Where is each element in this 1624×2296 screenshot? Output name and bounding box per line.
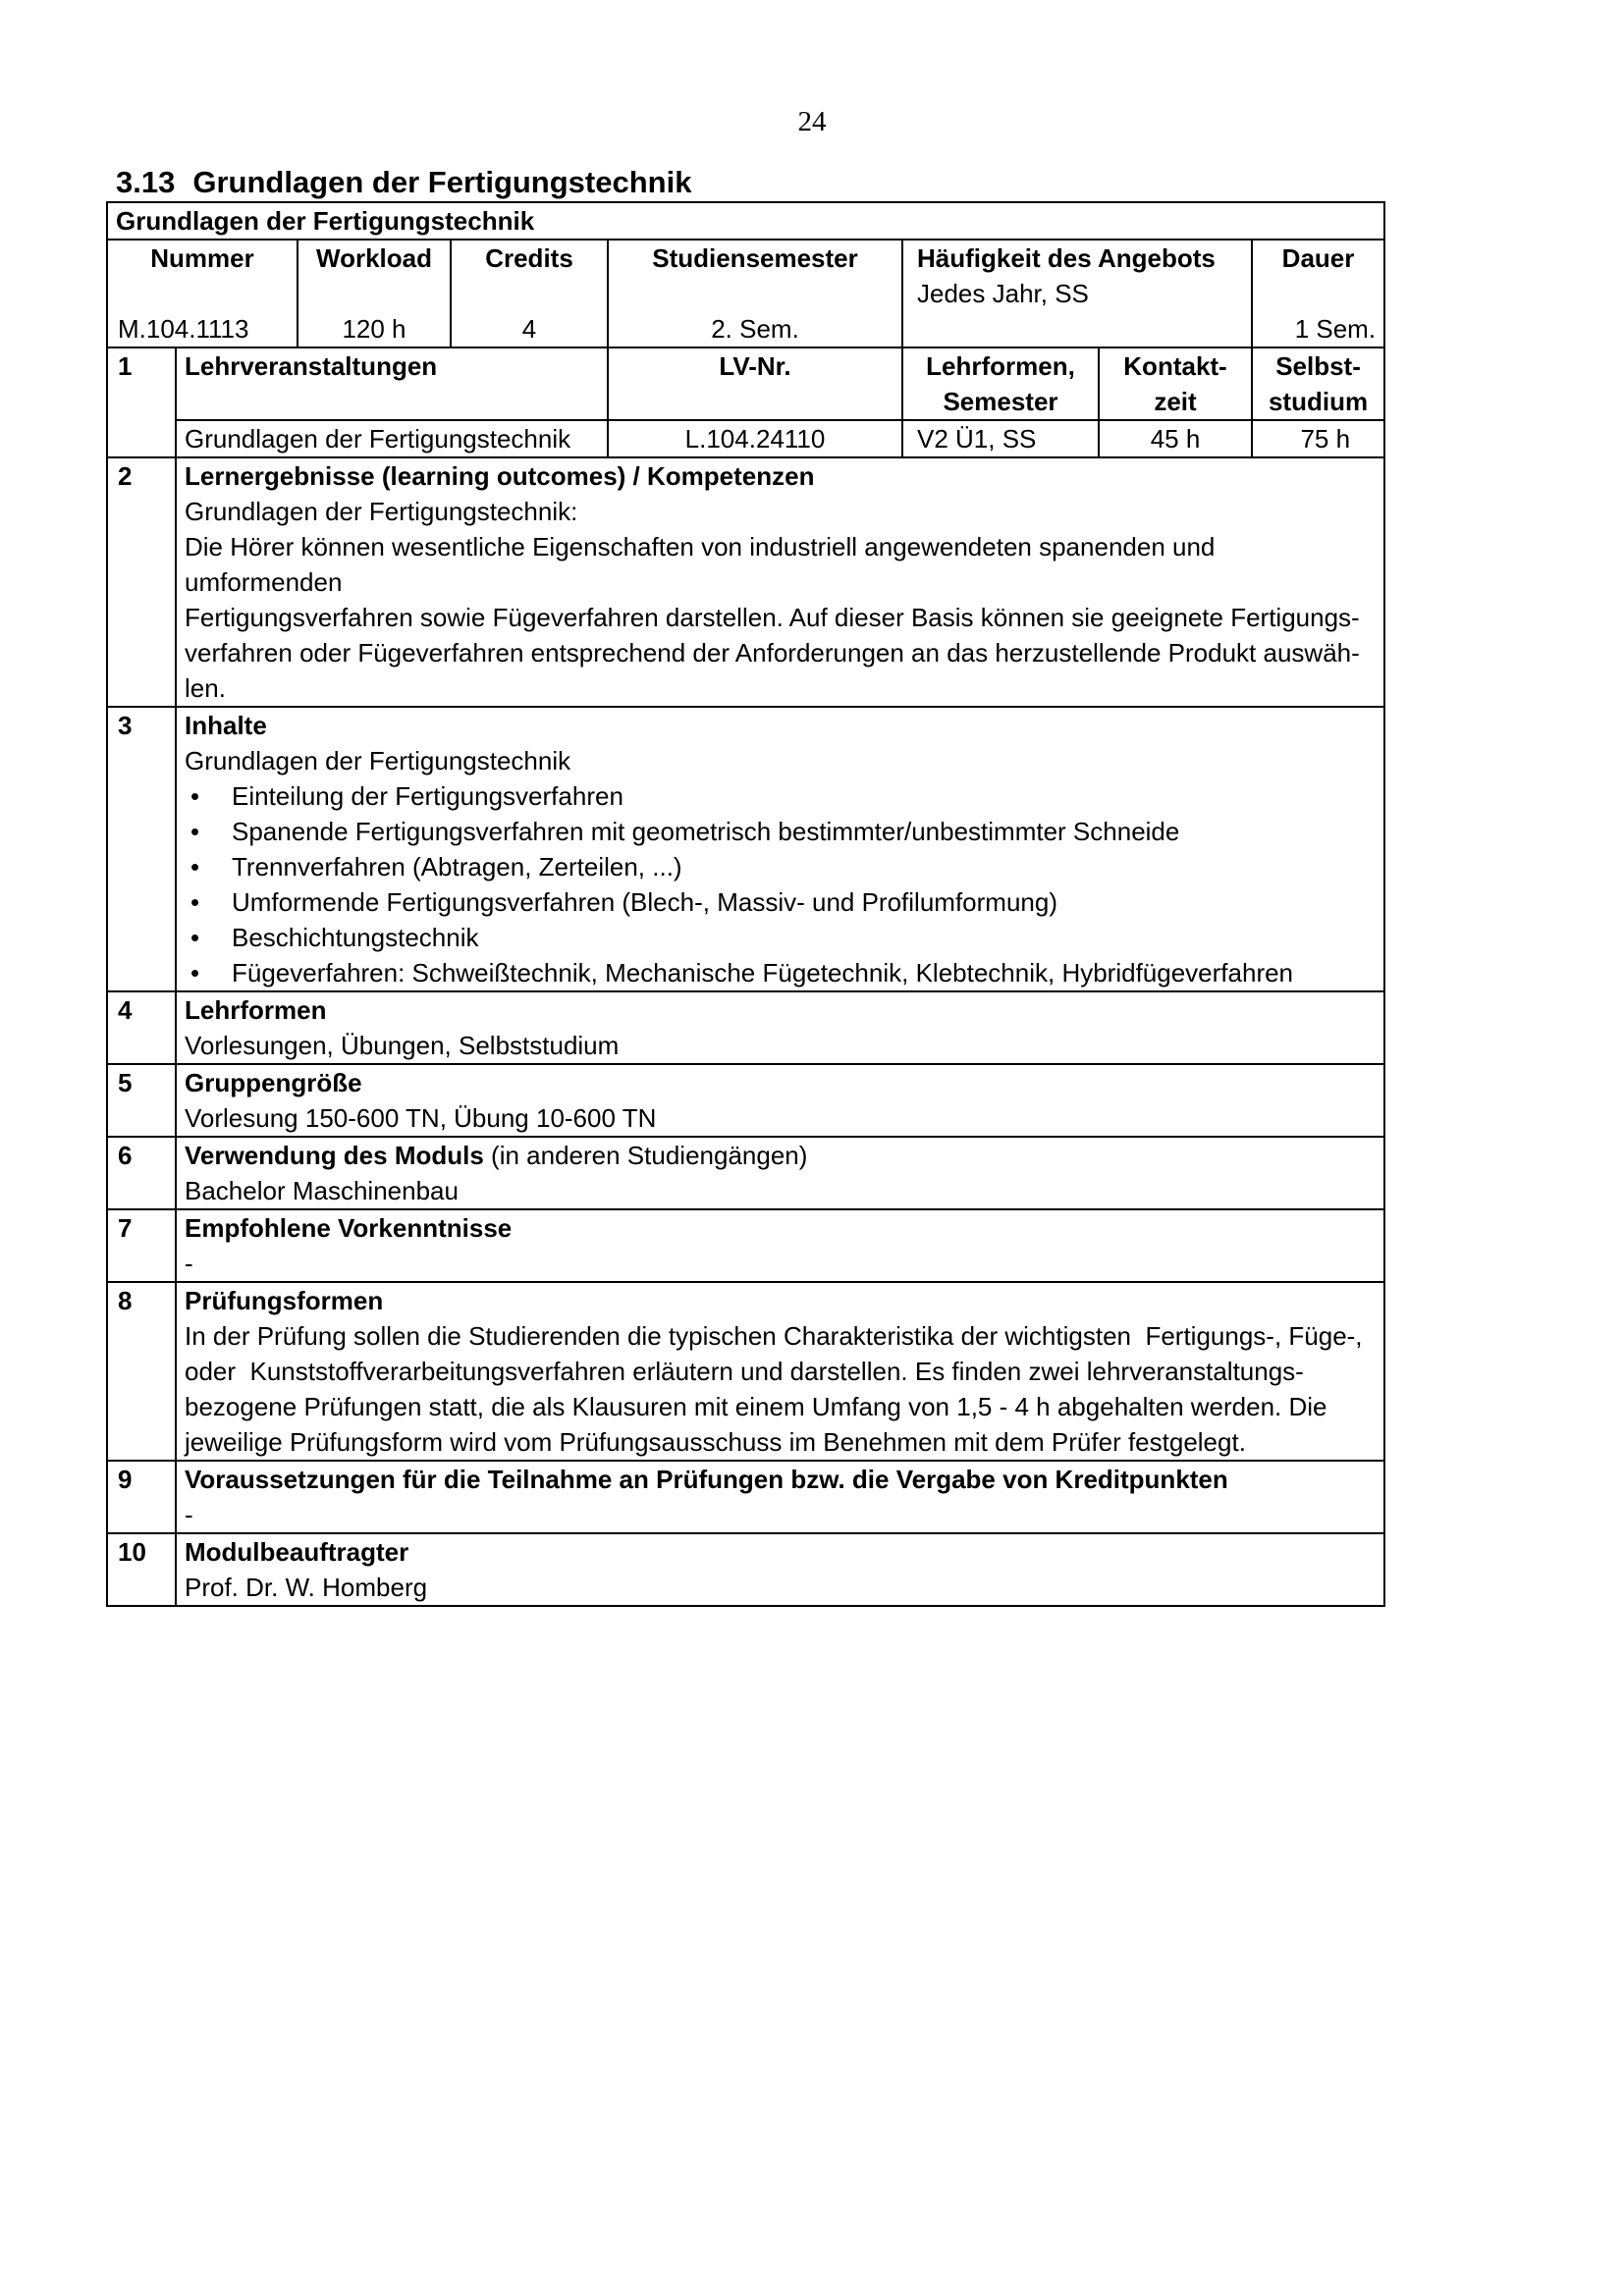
pruefungsformen-line: bezogene Prüfungen statt, die als Klausuren mit einem Umfang von 1,5 - 4 h abgehalten werden. Die — [185, 1392, 1327, 1421]
row-6 — [107, 1137, 1384, 1209]
lernergebnisse-line: Die Hörer können wesentliche Eigenschaften von industriell angewendeten spanenden und umformenden — [185, 532, 1216, 597]
workload-label: Workload — [298, 240, 451, 311]
list-item-text: Einteilung der Fertigungsverfahren — [232, 781, 623, 811]
row-6-content — [176, 1137, 1384, 1209]
bullet-icon: • — [190, 852, 200, 881]
row-3-content — [176, 707, 1384, 991]
bullet-icon: • — [190, 817, 200, 846]
row-8 — [107, 1282, 1384, 1461]
haeufigkeit-cell — [902, 240, 1252, 311]
row-7-number: 7 — [107, 1209, 176, 1282]
module-header-labels — [107, 240, 1384, 311]
section-title — [116, 165, 691, 200]
studiensemester-label: Studiensemester — [608, 240, 902, 311]
pruefungsformen-line: oder Kunststoffverarbeitungsverfahren erläutern und darstellen. Es finden zwei lehrveranstaltungs- — [185, 1357, 1304, 1386]
haeufigkeit-label: Häufigkeit des Angebots — [917, 243, 1216, 273]
list-item-text: Umformende Fertigungsverfahren (Blech-, Massiv- und Profilumformung) — [232, 887, 1057, 917]
row-10-number: 10 — [107, 1533, 176, 1606]
lernergebnisse-line: Fertigungsverfahren sowie Fügeverfahren darstellen. Auf dieser Basis können sie geeignete Fertigungs- — [185, 603, 1360, 632]
selbststudium-value: 75 h — [1252, 420, 1384, 457]
row-3-number: 3 — [107, 707, 176, 991]
row-1-values — [107, 420, 1384, 457]
voraussetzungen-heading: Voraussetzungen für die Teilnahme an Prüfungen bzw. die Vergabe von Kreditpunkten — [185, 1465, 1228, 1494]
list-item — [185, 884, 1376, 920]
verwendung-heading-line — [185, 1138, 1376, 1173]
inhalte-heading: Inhalte — [185, 711, 267, 740]
kontaktzeit-label-line2: zeit — [1154, 387, 1197, 416]
row-7-content — [176, 1209, 1384, 1282]
selbststudium-label-line2: studium — [1268, 387, 1369, 416]
row-10 — [107, 1533, 1384, 1606]
lehrveranstaltung-value: Grundlagen der Fertigungstechnik — [176, 420, 608, 457]
lehrformen-label-line2: Semester — [943, 387, 1058, 416]
row-4-number: 4 — [107, 991, 176, 1064]
list-item-text: Fügeverfahren: Schweißtechnik, Mechanische Fügetechnik, Klebtechnik, Hybridfügeverfahren — [232, 958, 1294, 988]
list-item-text: Spanende Fertigungsverfahren mit geometrisch bestimmter/unbestimmter Schneide — [232, 817, 1180, 846]
gruppengroesse-text: Vorlesung 150-600 TN, Übung 10-600 TN — [185, 1103, 657, 1133]
lehrformen-text: Vorlesungen, Übungen, Selbststudium — [185, 1031, 620, 1060]
inhalte-subheading: Grundlagen der Fertigungstechnik — [185, 746, 571, 775]
row-8-content — [176, 1282, 1384, 1461]
bullet-icon: • — [190, 958, 200, 988]
row-8-number: 8 — [107, 1282, 176, 1461]
verwendung-heading-suffix: (in anderen Studiengängen) — [483, 1141, 808, 1170]
row-5-content — [176, 1064, 1384, 1137]
verwendung-text: Bachelor Maschinenbau — [185, 1176, 459, 1205]
bullet-icon: • — [190, 923, 200, 952]
kontaktzeit-label-line1: Kontakt- — [1123, 351, 1227, 381]
row-1-number: 1 — [107, 347, 176, 457]
module-title-row — [107, 202, 1384, 240]
list-item — [185, 849, 1376, 884]
pruefungsformen-line: jeweilige Prüfungsform wird vom Prüfungsausschuss im Benehmen mit dem Prüfer festgelegt. — [185, 1427, 1246, 1457]
lernergebnisse-subheading: Grundlagen der Fertigungstechnik: — [185, 497, 578, 526]
vorkenntnisse-heading: Empfohlene Vorkenntnisse — [185, 1213, 513, 1243]
list-item — [185, 920, 1376, 955]
nummer-value: M.104.1113 — [107, 311, 298, 347]
row-9-number: 9 — [107, 1461, 176, 1533]
module-title: Grundlagen der Fertigungstechnik — [107, 202, 1384, 240]
row-10-content — [176, 1533, 1384, 1606]
haeufigkeit-empty — [902, 311, 1252, 347]
verwendung-heading: Verwendung des Moduls — [185, 1141, 484, 1170]
selbststudium-label-line1: Selbst- — [1275, 351, 1361, 381]
lehrveranstaltungen-label: Lehrveranstaltungen — [176, 347, 608, 420]
row-6-number: 6 — [107, 1137, 176, 1209]
lernergebnisse-line: verfahren oder Fügeverfahren entsprechend der Anforderungen an das herzustellende Produkt auswäh- — [185, 638, 1360, 667]
row-9 — [107, 1461, 1384, 1533]
list-item — [185, 778, 1376, 814]
row-5 — [107, 1064, 1384, 1137]
inhalte-list — [185, 778, 1376, 990]
studiensemester-value: 2. Sem. — [608, 311, 902, 347]
voraussetzungen-text: - — [185, 1500, 193, 1529]
lvnr-label: LV-Nr. — [608, 347, 902, 420]
gruppengroesse-heading: Gruppengröße — [185, 1068, 362, 1097]
section-title-text: Grundlagen der Fertigungstechnik — [192, 165, 692, 199]
row-2-content — [176, 457, 1384, 707]
list-item-text: Beschichtungstechnik — [232, 923, 479, 952]
list-item-text: Trennverfahren (Abtragen, Zerteilen, ...) — [232, 852, 682, 881]
lernergebnisse-line: len. — [185, 673, 226, 703]
kontaktzeit-label — [1099, 347, 1252, 420]
section-number: 3.13 — [116, 165, 176, 199]
credits-label: Credits — [451, 240, 608, 311]
selbststudium-label — [1252, 347, 1384, 420]
lehrformen-heading: Lehrformen — [185, 995, 327, 1025]
lernergebnisse-heading: Lernergebnisse (learning outcomes) / Kompetenzen — [185, 461, 815, 491]
row-2 — [107, 457, 1384, 707]
lehrformen-value: V2 Ü1, SS — [902, 420, 1099, 457]
list-item — [185, 955, 1376, 990]
row-4-content — [176, 991, 1384, 1064]
module-table — [106, 201, 1385, 1607]
bullet-icon: • — [190, 887, 200, 917]
row-3 — [107, 707, 1384, 991]
row-4 — [107, 991, 1384, 1064]
dauer-value: 1 Sem. — [1252, 311, 1384, 347]
row-2-number: 2 — [107, 457, 176, 707]
haeufigkeit-value: Jedes Jahr, SS — [917, 279, 1089, 308]
modulbeauftragter-text: Prof. Dr. W. Homberg — [185, 1573, 428, 1602]
lehrformen-label — [902, 347, 1099, 420]
dauer-label: Dauer — [1252, 240, 1384, 311]
lehrformen-label-line1: Lehrformen, — [926, 351, 1075, 381]
list-item — [185, 814, 1376, 849]
kontaktzeit-value: 45 h — [1099, 420, 1252, 457]
page-number: 24 — [797, 106, 827, 137]
module-header-values — [107, 311, 1384, 347]
row-7 — [107, 1209, 1384, 1282]
lvnr-value: L.104.24110 — [608, 420, 902, 457]
row-9-content — [176, 1461, 1384, 1533]
workload-value: 120 h — [298, 311, 451, 347]
pruefungsformen-heading: Prüfungsformen — [185, 1286, 384, 1315]
nummer-label: Nummer — [107, 240, 298, 311]
row-1-header — [107, 347, 1384, 420]
vorkenntnisse-text: - — [185, 1249, 193, 1278]
credits-value: 4 — [451, 311, 608, 347]
bullet-icon: • — [190, 781, 200, 811]
modulbeauftragter-heading: Modulbeauftragter — [185, 1537, 409, 1567]
pruefungsformen-line: In der Prüfung sollen die Studierenden die typischen Charakteristika der wichtigsten Fertigungs-, Füge-, — [185, 1321, 1363, 1351]
row-5-number: 5 — [107, 1064, 176, 1137]
